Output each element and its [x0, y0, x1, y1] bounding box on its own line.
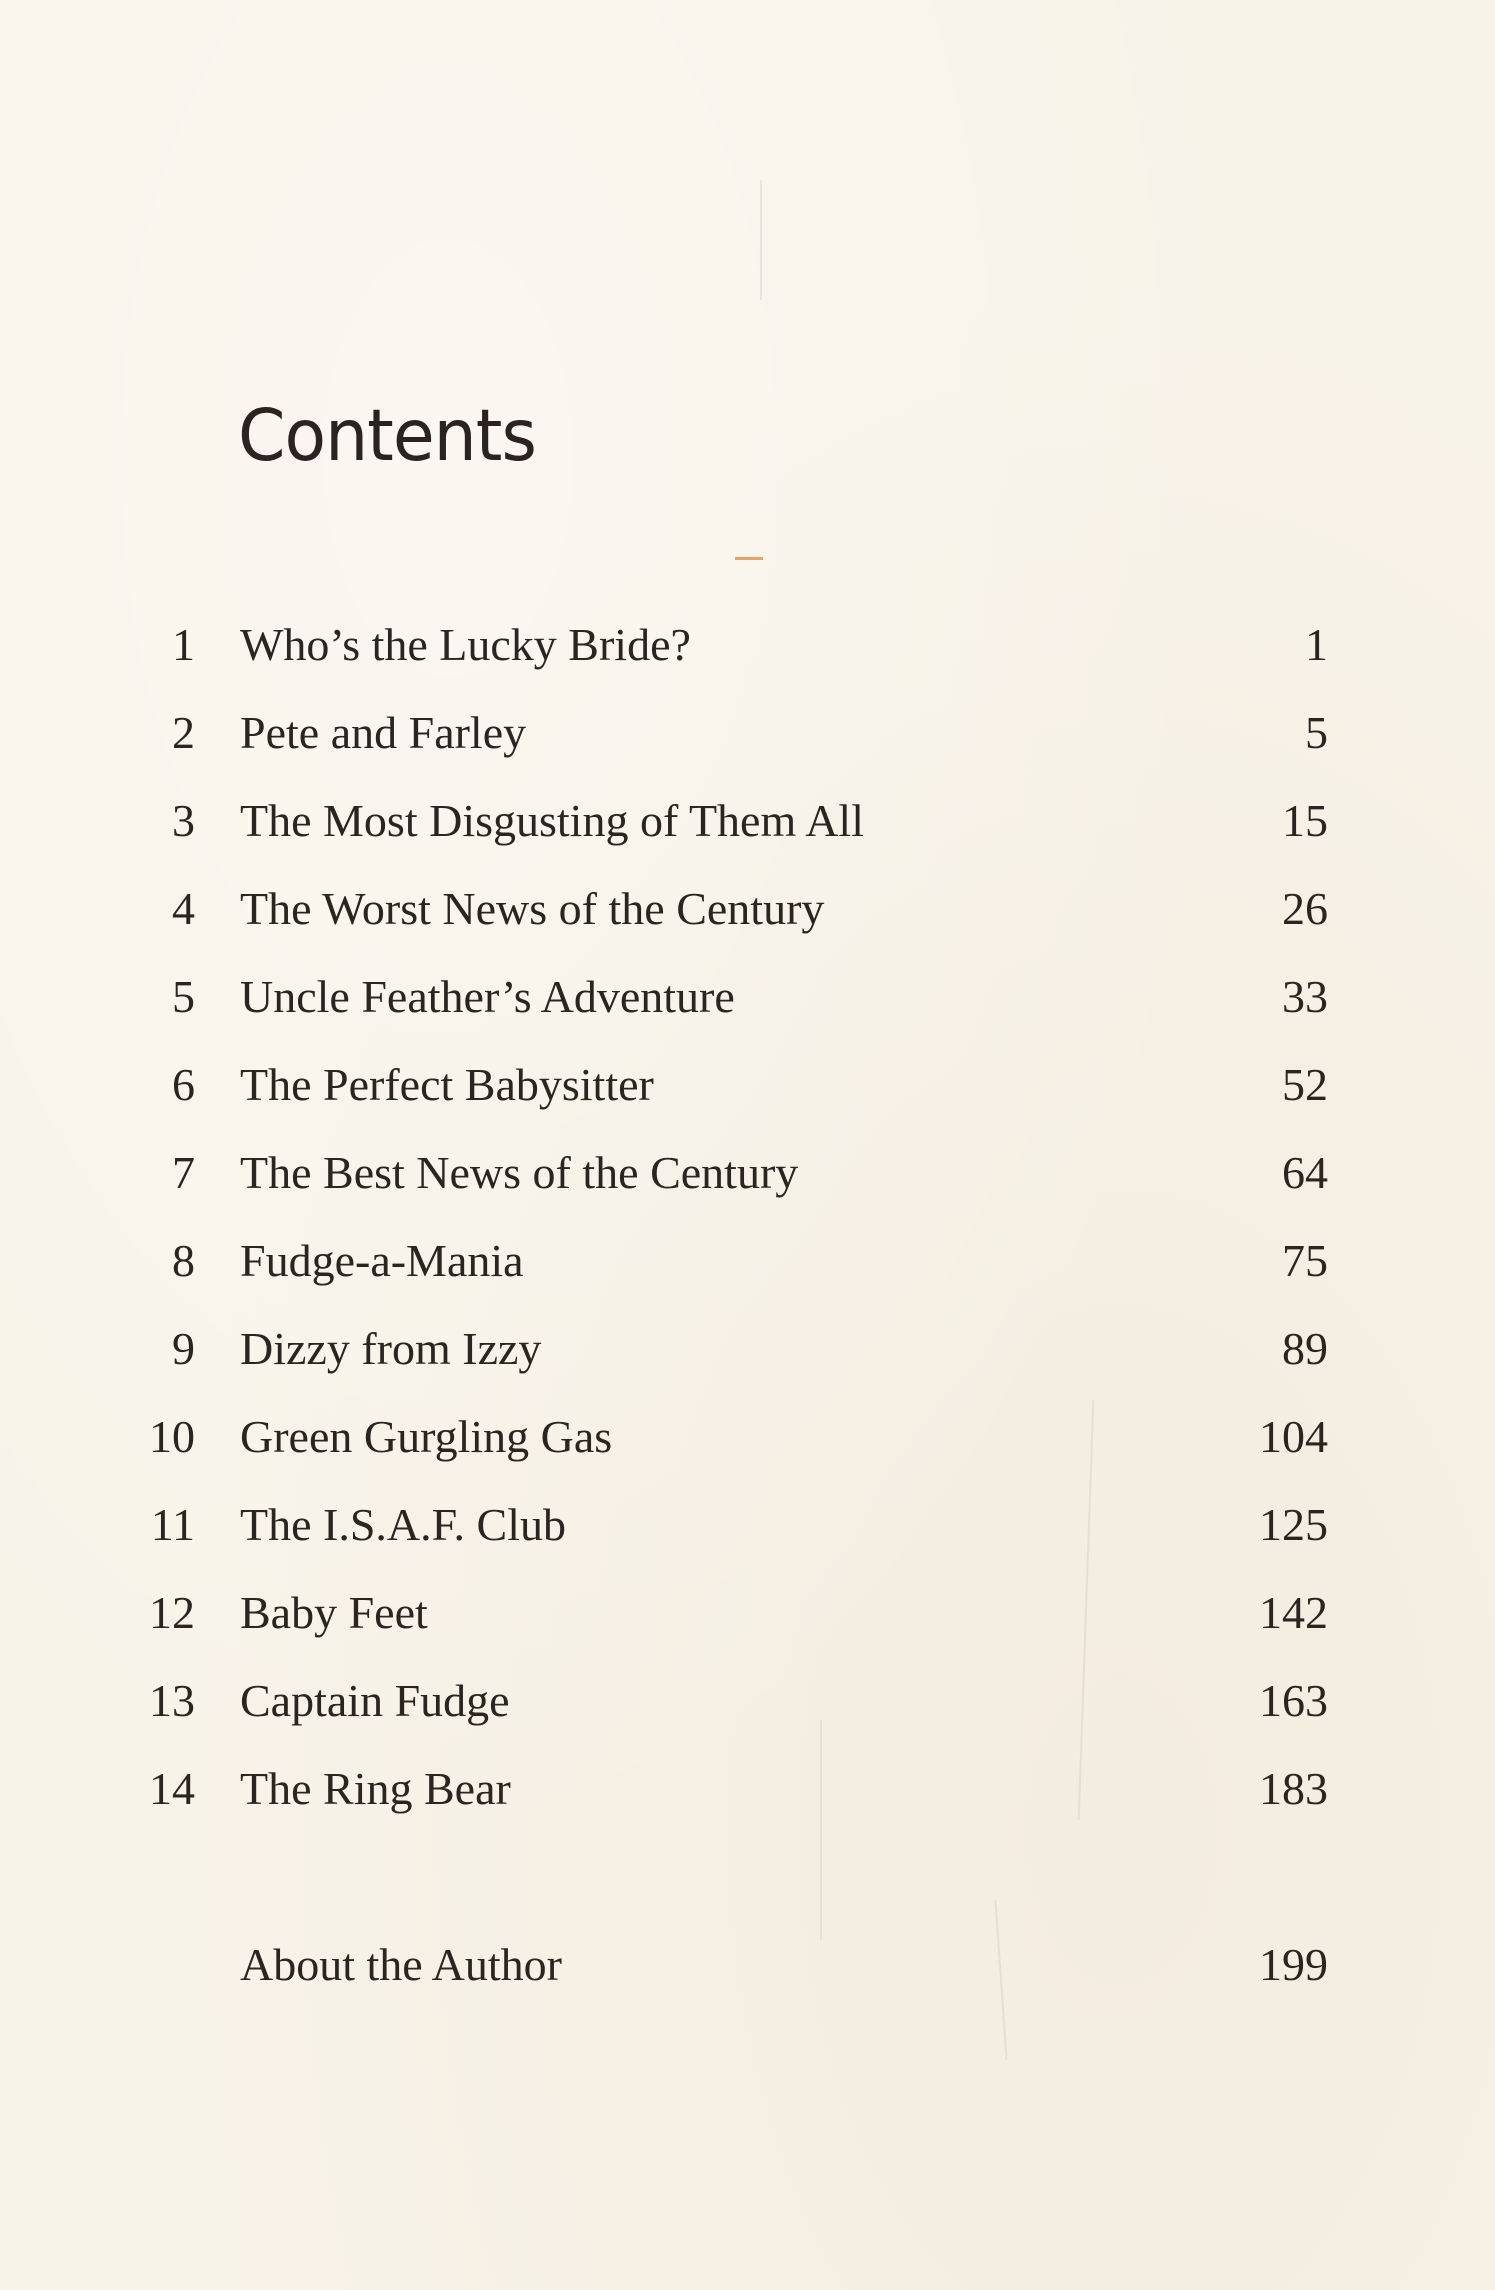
about-author-page: 199	[1259, 1939, 1328, 1990]
chapter-title: Pete and Farley	[240, 707, 527, 758]
chapter-page: 163	[1259, 1675, 1328, 1726]
chapter-title: The I.S.A.F. Club	[240, 1499, 566, 1550]
chapter-title: The Most Disgusting of Them All	[240, 795, 864, 846]
chapter-number: 6	[172, 1059, 195, 1110]
chapter-number: 13	[149, 1675, 195, 1726]
chapter-title: The Perfect Babysitter	[240, 1059, 654, 1110]
chapter-number: 12	[149, 1587, 195, 1638]
chapter-title: The Best News of the Century	[240, 1147, 799, 1198]
toc-row	[0, 788, 1495, 854]
chapter-page: 64	[1282, 1147, 1328, 1198]
toc-row	[0, 612, 1495, 678]
contents-heading: Contents	[238, 395, 536, 478]
toc-row	[0, 1756, 1495, 1822]
chapter-number: 5	[172, 971, 195, 1022]
chapter-page: 89	[1282, 1323, 1328, 1374]
toc-row	[0, 964, 1495, 1030]
toc-row	[0, 1580, 1495, 1646]
chapter-number: 2	[172, 707, 195, 758]
toc-row	[0, 1492, 1495, 1558]
chapter-page: 15	[1282, 795, 1328, 846]
chapter-number: 11	[150, 1499, 195, 1550]
chapter-number: 7	[172, 1147, 195, 1198]
chapter-title: The Worst News of the Century	[240, 883, 825, 934]
chapter-title: Uncle Feather’s Adventure	[240, 971, 735, 1022]
chapter-number: 3	[172, 795, 195, 846]
chapter-title: The Ring Bear	[240, 1763, 511, 1814]
chapter-page: 183	[1259, 1763, 1328, 1814]
toc-row	[0, 1140, 1495, 1206]
toc-row	[0, 876, 1495, 942]
toc-row	[0, 1316, 1495, 1382]
chapter-number: 10	[149, 1411, 195, 1462]
chapter-page: 33	[1282, 971, 1328, 1022]
about-author-title: About the Author	[240, 1939, 562, 1990]
toc-row	[0, 1228, 1495, 1294]
chapter-page: 52	[1282, 1059, 1328, 1110]
chapter-number: 9	[172, 1323, 195, 1374]
chapter-title: Captain Fudge	[240, 1675, 510, 1726]
toc-row	[0, 1404, 1495, 1470]
chapter-title: Fudge-a-Mania	[240, 1235, 524, 1286]
chapter-page: 125	[1259, 1499, 1328, 1550]
chapter-number: 4	[172, 883, 195, 934]
chapter-page: 104	[1259, 1411, 1328, 1462]
chapter-title: Who’s the Lucky Bride?	[240, 619, 691, 670]
chapter-page: 75	[1282, 1235, 1328, 1286]
toc-row	[0, 700, 1495, 766]
about-author-row	[0, 1932, 1495, 1998]
chapter-page: 142	[1259, 1587, 1328, 1638]
chapter-title: Green Gurgling Gas	[240, 1411, 613, 1462]
chapter-page: 26	[1282, 883, 1328, 934]
toc-row	[0, 1668, 1495, 1734]
chapter-page: 1	[1305, 619, 1328, 670]
chapter-page: 5	[1305, 707, 1328, 758]
chapter-number: 1	[172, 619, 195, 670]
chapter-number: 14	[149, 1763, 195, 1814]
chapter-title: Dizzy from Izzy	[240, 1323, 542, 1374]
toc-row	[0, 1052, 1495, 1118]
chapter-number: 8	[172, 1235, 195, 1286]
chapter-title: Baby Feet	[240, 1587, 428, 1638]
